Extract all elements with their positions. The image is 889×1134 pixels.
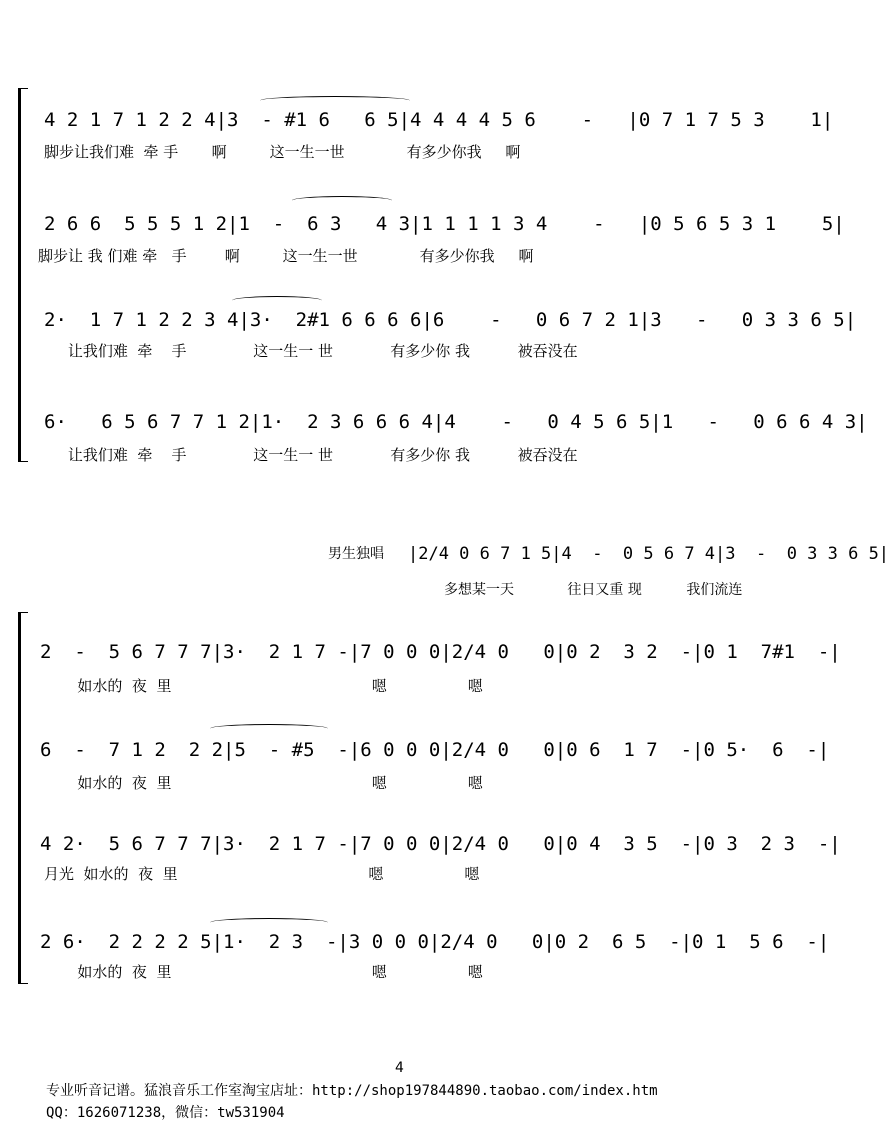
- slur-arc: [232, 296, 322, 305]
- solo-notes: |2/4 0 6 7 1 5|4 - 0 5 6 7 4|3 - 0 3 3 6 5|: [408, 544, 889, 564]
- s1-row2-notes: 2 6 6 5 5 5 1 2|1 - 6 3 4 3|1 1 1 1 3 4 - |0 5 6 5 3 1 5|: [44, 213, 845, 235]
- s1-row3-lyrics: 让我们难 牵 手 这一生一 世 有多少你 我 被吞没在: [44, 342, 578, 360]
- s1-row2-lyrics: 脚步让 我 们难 牵 手 啊 这一生一世 有多少你我 啊: [38, 247, 534, 265]
- s2-row2-lyrics: 如水的 夜 里 嗯 嗯: [44, 774, 483, 792]
- page-number: 4: [395, 1060, 404, 1076]
- s1-row1-notes: 4 2 1 7 1 2 2 4|3 - #1 6 6 5|4 4 4 4 5 6 - |0 7 1 7 5 3 1|: [44, 109, 834, 131]
- s1-row4-notes: 6· 6 5 6 7 7 1 2|1· 2 3 6 6 6 4|4 - 0 4 5 6 5|1 - 0 6 6 4 3|: [44, 411, 868, 433]
- slur-arc: [292, 196, 392, 205]
- solo-label: 男生独唱: [328, 546, 384, 562]
- s2-row4-lyrics: 如水的 夜 里 嗯 嗯: [44, 963, 483, 981]
- solo-lyrics: 多想某一天 往日又重 现 我们流连: [444, 582, 743, 598]
- s2-row1-lyrics: 如水的 夜 里 嗯 嗯: [44, 677, 483, 695]
- s2-row3-notes: 4 2· 5 6 7 7 7|3· 2 1 7 -|7 0 0 0|2/4 0 0|0 4 3 5 -|0 3 2 3 -|: [40, 833, 841, 855]
- slur-arc: [210, 918, 328, 927]
- s2-row3-lyrics: 月光 如水的 夜 里 嗯 嗯: [44, 865, 480, 883]
- s2-row2-notes: 6 - 7 1 2 2 2|5 - #5 -|6 0 0 0|2/4 0 0|0 6 1 7 -|0 5· 6 -|: [40, 739, 830, 761]
- s1-row1-lyrics: 脚步让我们难 牵 手 啊 这一生一世 有多少你我 啊: [44, 143, 521, 161]
- s1-row4-lyrics: 让我们难 牵 手 这一生一 世 有多少你 我 被吞没在: [44, 446, 578, 464]
- footer-line-1: 专业听音记谱。猛浪音乐工作室淘宝店址：http://shop197844890.taobao.com/index.htm: [46, 1083, 658, 1099]
- slur-arc: [260, 96, 410, 105]
- footer-line-2: QQ：1626071238，微信：tw531904: [46, 1105, 285, 1121]
- s2-row4-notes: 2 6· 2 2 2 2 5|1· 2 3 -|3 0 0 0|2/4 0 0|0 2 6 5 -|0 1 5 6 -|: [40, 931, 830, 953]
- system-1-brace: [18, 88, 28, 462]
- system-2-brace: [18, 612, 28, 984]
- s2-row1-notes: 2 - 5 6 7 7 7|3· 2 1 7 -|7 0 0 0|2/4 0 0|0 2 3 2 -|0 1 7#1 -|: [40, 641, 841, 663]
- s1-row3-notes: 2· 1 7 1 2 2 3 4|3· 2#1 6 6 6 6|6 - 0 6 7 2 1|3 - 0 3 3 6 5|: [44, 309, 857, 331]
- slur-arc: [210, 724, 328, 733]
